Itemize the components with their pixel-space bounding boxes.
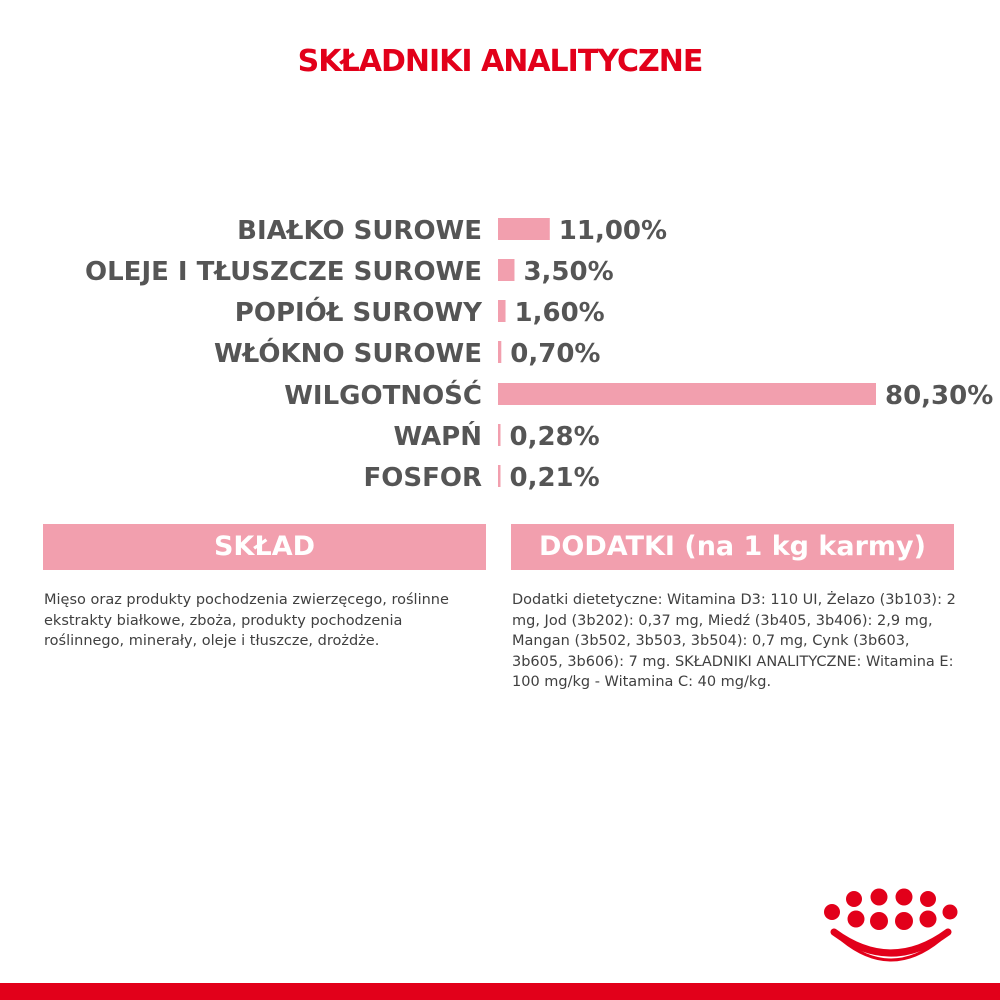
category-label: WAPŃ bbox=[393, 422, 482, 452]
dodatki-header: DODATKI (na 1 kg karmy) bbox=[511, 524, 954, 570]
value-label: 80,30% bbox=[885, 381, 994, 411]
value-label: 0,28% bbox=[509, 422, 600, 452]
bar bbox=[498, 218, 550, 240]
category-label: OLEJE I TŁUSZCZE SUROWE bbox=[85, 257, 482, 287]
bar bbox=[498, 341, 501, 363]
bar bbox=[498, 383, 876, 405]
value-label: 0,21% bbox=[509, 463, 600, 493]
sklad-text: Mięso oraz produkty pochodzenia zwierzęcego, roślinne ekstrakty białkowe, zboża, produkty pochodzenia roślinnego, minerały, oleje i tłuszcze, drożdże. bbox=[44, 592, 449, 649]
category-label: WŁÓKNO SUROWE bbox=[213, 339, 482, 369]
bar bbox=[498, 300, 506, 322]
bottom-brand-bar bbox=[0, 983, 1000, 1000]
category-label: BIAŁKO SUROWE bbox=[237, 216, 482, 246]
category-label: FOSFOR bbox=[363, 463, 482, 493]
dodatki-text: Dodatki dietetyczne: Witamina D3: 110 UI, Żelazo (3b103): 2 mg, Jod (3b202): 0,37 mg, Miedź (3b405, 3b406): 2,9 mg, Mangan (3b502, 3b503, 3b504): 0,7 mg, Cynk (3b603, 3b605, 3b606): 7 mg. SKŁADNIKI ANALITYCZNE: Witamina E: 100 mg/kg - Witamina C: 40 mg/kg. bbox=[512, 592, 956, 690]
sklad-header: SKŁAD bbox=[43, 524, 486, 570]
bar bbox=[498, 424, 501, 446]
bar bbox=[498, 465, 501, 487]
category-label: WILGOTNOŚĆ bbox=[284, 381, 482, 411]
value-label: 0,70% bbox=[510, 339, 601, 369]
value-label: 3,50% bbox=[523, 257, 614, 287]
page-title: SKŁADNIKI ANALITYCZNE bbox=[297, 44, 703, 79]
category-label: POPIÓŁ SUROWY bbox=[234, 298, 482, 328]
bar bbox=[498, 259, 514, 281]
value-label: 1,60% bbox=[514, 298, 605, 328]
value-label: 11,00% bbox=[558, 216, 668, 246]
crown-icon bbox=[818, 888, 958, 968]
